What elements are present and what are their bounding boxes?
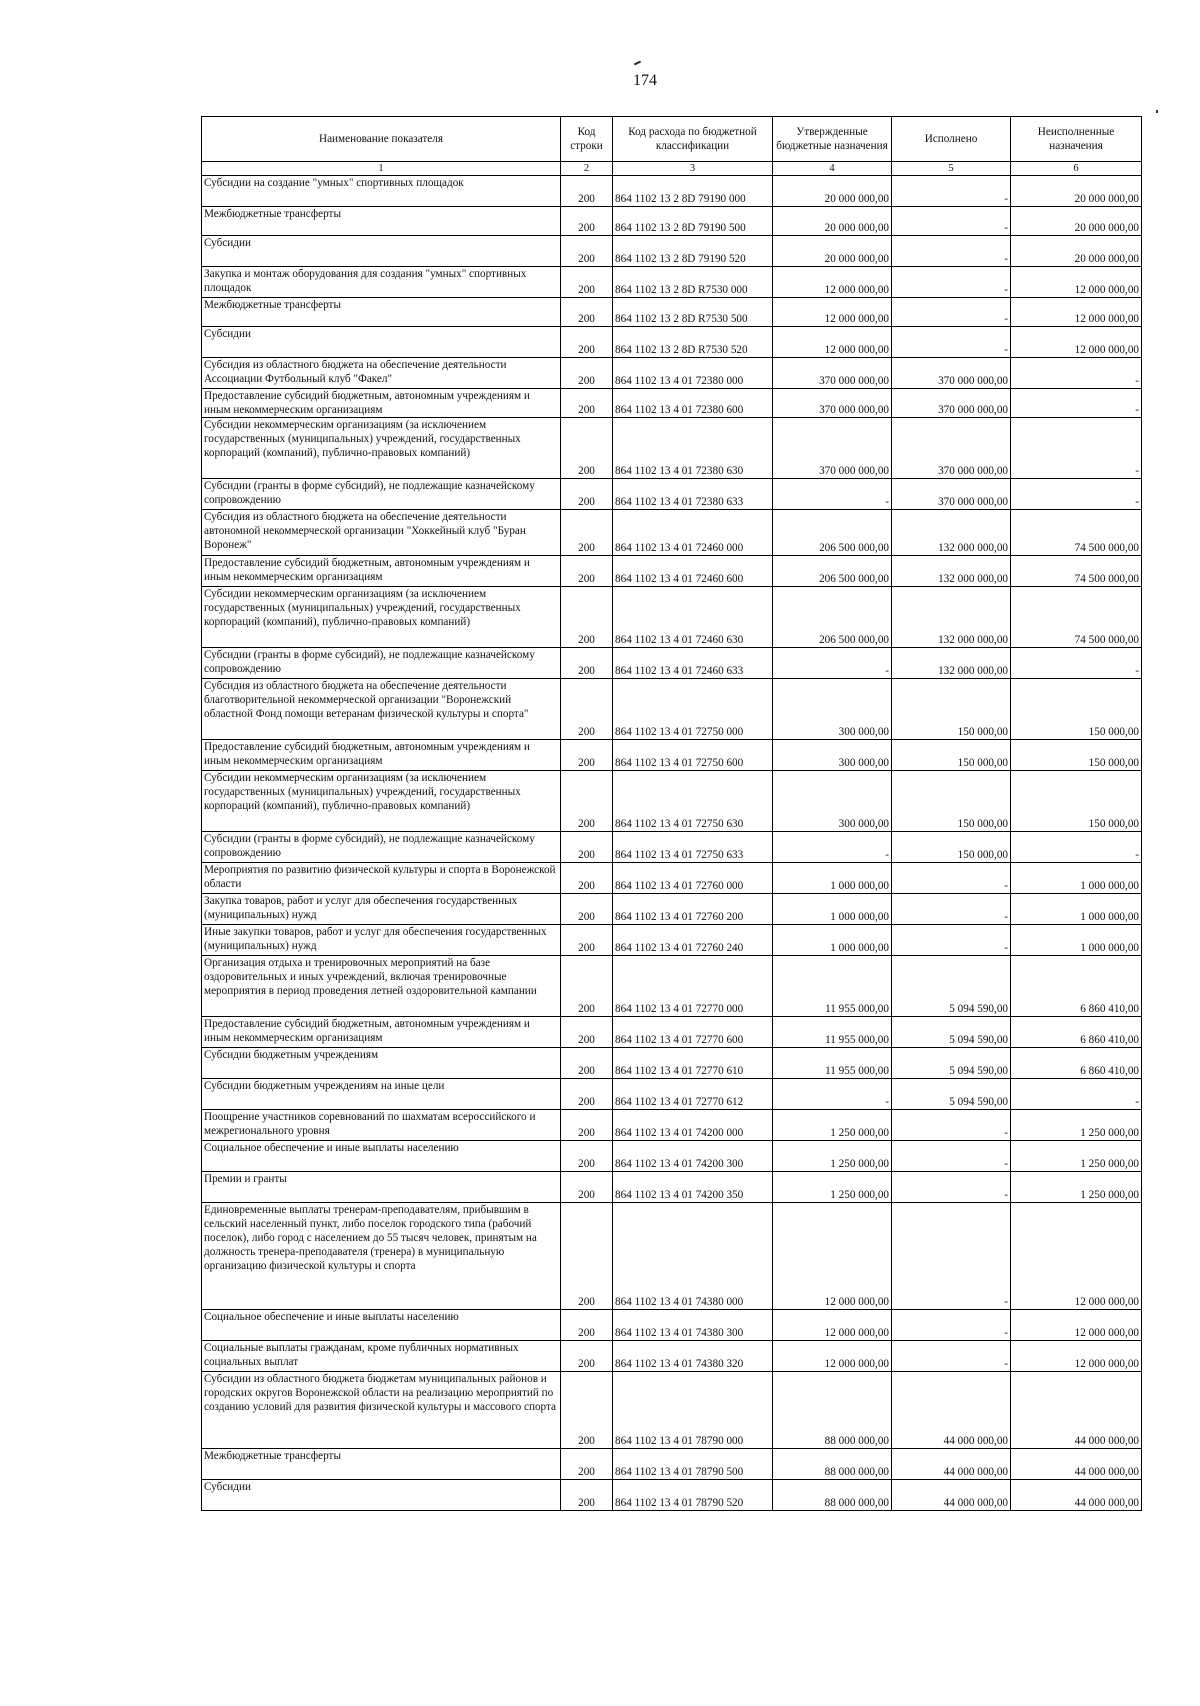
table-row (202, 679, 1142, 740)
row-approved: 300 000,00 (773, 740, 892, 771)
row-approved: 12 000 000,00 (773, 1341, 892, 1372)
row-name: Субсидия из областного бюджета на обеспечение деятельности Ассоциации Футбольный клуб "Факел" (202, 358, 561, 389)
row-name: Предоставление субсидий бюджетным, автономным учреждениям и иным некоммерческим организациям (202, 556, 561, 587)
row-approved: - (773, 479, 892, 510)
row-budget-code: 864 1102 13 4 01 74380 320 (613, 1341, 773, 1372)
row-approved: - (773, 648, 892, 679)
row-code: 200 (561, 510, 613, 556)
header-row (202, 117, 1142, 162)
row-budget-code: 864 1102 13 4 01 72380 000 (613, 358, 773, 389)
row-budget-code: 864 1102 13 4 01 72750 630 (613, 771, 773, 832)
row-remaining: - (1011, 648, 1142, 679)
row-name: Поощрение участников соревнований по шахматам всероссийского и межрегионального уровня (202, 1110, 561, 1141)
row-approved: 1 000 000,00 (773, 863, 892, 894)
row-name: Субсидии (гранты в форме субсидий), не подлежащие казначейскому сопровождению (202, 832, 561, 863)
table-row (202, 1372, 1142, 1449)
row-code: 200 (561, 1203, 613, 1310)
row-remaining: 1 000 000,00 (1011, 925, 1142, 956)
row-name: Предоставление субсидий бюджетным, автономным учреждениям и иным некоммерческим организациям (202, 389, 561, 418)
row-executed: 132 000 000,00 (892, 648, 1011, 679)
column-number: 1 (202, 162, 561, 176)
row-code: 200 (561, 956, 613, 1017)
row-remaining: 6 860 410,00 (1011, 1048, 1142, 1079)
row-remaining: 150 000,00 (1011, 771, 1142, 832)
row-code: 200 (561, 298, 613, 327)
table-row (202, 1141, 1142, 1172)
row-remaining: 12 000 000,00 (1011, 1203, 1142, 1310)
row-remaining: 1 250 000,00 (1011, 1172, 1142, 1203)
row-budget-code: 864 1102 13 2 8D 79190 000 (613, 176, 773, 207)
row-executed: 132 000 000,00 (892, 587, 1011, 648)
row-approved: 88 000 000,00 (773, 1449, 892, 1480)
table-row (202, 863, 1142, 894)
row-name: Единовременные выплаты тренерам-преподавателям, прибывшим в сельский населенный пункт, либо поселок городского типа (рабочий поселок), либо город с населением до 55 тысяч человек, принятым на должность тренера-преподавателя (тренера) в муниципальную организацию физической культуры и спорта (202, 1203, 561, 1310)
row-code: 200 (561, 863, 613, 894)
table-row (202, 1017, 1142, 1048)
row-executed: - (892, 1341, 1011, 1372)
row-approved: 1 250 000,00 (773, 1141, 892, 1172)
row-remaining: - (1011, 389, 1142, 418)
row-remaining: - (1011, 1079, 1142, 1110)
margin-dot (1156, 110, 1158, 113)
row-name: Субсидии некоммерческим организациям (за исключением государственных (муниципальных) учреждений, государственных корпораций (компаний), публично-правовых компаний) (202, 587, 561, 648)
column-number: 2 (561, 162, 613, 176)
row-code: 200 (561, 176, 613, 207)
row-executed: 370 000 000,00 (892, 358, 1011, 389)
row-code: 200 (561, 925, 613, 956)
row-budget-code: 864 1102 13 4 01 72380 600 (613, 389, 773, 418)
row-code: 200 (561, 358, 613, 389)
row-code: 200 (561, 1079, 613, 1110)
row-approved: 11 955 000,00 (773, 1048, 892, 1079)
column-number: 5 (892, 162, 1011, 176)
row-executed: - (892, 1110, 1011, 1141)
row-remaining: - (1011, 479, 1142, 510)
table-row (202, 1172, 1142, 1203)
table-row (202, 327, 1142, 358)
row-code: 200 (561, 479, 613, 510)
table-row (202, 176, 1142, 207)
row-name: Субсидии (202, 327, 561, 358)
row-name: Межбюджетные трансферты (202, 298, 561, 327)
row-code: 200 (561, 1110, 613, 1141)
row-executed: - (892, 1172, 1011, 1203)
row-name: Социальное обеспечение и иные выплаты населению (202, 1310, 561, 1341)
table-row (202, 298, 1142, 327)
row-approved: 20 000 000,00 (773, 207, 892, 236)
row-executed: - (892, 298, 1011, 327)
row-remaining: 150 000,00 (1011, 740, 1142, 771)
row-name: Субсидии (202, 236, 561, 267)
row-code: 200 (561, 894, 613, 925)
row-name: Субсидии некоммерческим организациям (за исключением государственных (муниципальных) учреждений, государственных корпораций (компаний), публично-правовых компаний) (202, 418, 561, 479)
row-approved: 1 000 000,00 (773, 894, 892, 925)
row-name: Субсидии из областного бюджета бюджетам муниципальных районов и городских округов Воронежской области на реализацию мероприятий по созданию условий для развития физической культуры и массового спорта (202, 1372, 561, 1449)
row-remaining: 44 000 000,00 (1011, 1480, 1142, 1511)
row-approved: 88 000 000,00 (773, 1372, 892, 1449)
row-executed: 5 094 590,00 (892, 1048, 1011, 1079)
row-executed: 44 000 000,00 (892, 1449, 1011, 1480)
row-approved: 12 000 000,00 (773, 327, 892, 358)
row-approved: - (773, 832, 892, 863)
row-budget-code: 864 1102 13 4 01 72460 633 (613, 648, 773, 679)
row-code: 200 (561, 648, 613, 679)
row-name: Предоставление субсидий бюджетным, автономным учреждениям и иным некоммерческим организациям (202, 740, 561, 771)
row-budget-code: 864 1102 13 4 01 74200 350 (613, 1172, 773, 1203)
table-row (202, 358, 1142, 389)
table-row (202, 418, 1142, 479)
table-row (202, 207, 1142, 236)
row-executed: 150 000,00 (892, 771, 1011, 832)
table-row (202, 1310, 1142, 1341)
row-code: 200 (561, 207, 613, 236)
table-row (202, 1110, 1142, 1141)
table-row (202, 1048, 1142, 1079)
row-executed: 5 094 590,00 (892, 1079, 1011, 1110)
row-budget-code: 864 1102 13 4 01 78790 520 (613, 1480, 773, 1511)
column-number: 6 (1011, 162, 1142, 176)
row-name: Социальное обеспечение и иные выплаты населению (202, 1141, 561, 1172)
row-code: 200 (561, 832, 613, 863)
row-approved: 88 000 000,00 (773, 1480, 892, 1511)
row-name: Субсидии бюджетным учреждениям (202, 1048, 561, 1079)
row-budget-code: 864 1102 13 4 01 72380 633 (613, 479, 773, 510)
row-remaining: 44 000 000,00 (1011, 1372, 1142, 1449)
row-remaining: 74 500 000,00 (1011, 556, 1142, 587)
row-remaining: - (1011, 832, 1142, 863)
row-code: 200 (561, 1372, 613, 1449)
row-budget-code: 864 1102 13 4 01 72380 630 (613, 418, 773, 479)
row-executed: 44 000 000,00 (892, 1372, 1011, 1449)
row-name: Субсидии некоммерческим организациям (за исключением государственных (муниципальных) учреждений, государственных корпораций (компаний), публично-правовых компаний) (202, 771, 561, 832)
row-name: Организация отдыха и тренировочных мероприятий на базе оздоровительных и иных учреждений, включая тренировочные мероприятия в период проведения летней оздоровительной кампании (202, 956, 561, 1017)
table-row (202, 925, 1142, 956)
row-name: Субсидии на создание "умных" спортивных площадок (202, 176, 561, 207)
table-row (202, 956, 1142, 1017)
column-number-row (202, 162, 1142, 176)
row-name: Премии и гранты (202, 1172, 561, 1203)
row-executed: 370 000 000,00 (892, 389, 1011, 418)
row-name: Иные закупки товаров, работ и услуг для обеспечения государственных (муниципальных) нужд (202, 925, 561, 956)
row-executed: 44 000 000,00 (892, 1480, 1011, 1511)
row-executed: 370 000 000,00 (892, 418, 1011, 479)
row-budget-code: 864 1102 13 4 01 78790 000 (613, 1372, 773, 1449)
row-executed: 132 000 000,00 (892, 510, 1011, 556)
row-name: Субсидии (гранты в форме субсидий), не подлежащие казначейскому сопровождению (202, 479, 561, 510)
row-remaining: 150 000,00 (1011, 679, 1142, 740)
row-remaining: 74 500 000,00 (1011, 510, 1142, 556)
row-name: Предоставление субсидий бюджетным, автономным учреждениям и иным некоммерческим организациям (202, 1017, 561, 1048)
row-approved: 206 500 000,00 (773, 556, 892, 587)
row-approved: 12 000 000,00 (773, 1203, 892, 1310)
row-code: 200 (561, 267, 613, 298)
row-remaining: 20 000 000,00 (1011, 207, 1142, 236)
row-budget-code: 864 1102 13 2 8D R7530 520 (613, 327, 773, 358)
header-indicator-name: Наименование показателя (202, 117, 561, 162)
row-code: 200 (561, 1048, 613, 1079)
row-approved: 1 000 000,00 (773, 925, 892, 956)
row-executed: - (892, 267, 1011, 298)
pen-mark (634, 61, 641, 66)
row-code: 200 (561, 1480, 613, 1511)
row-budget-code: 864 1102 13 4 01 74200 300 (613, 1141, 773, 1172)
row-name: Субсидии (гранты в форме субсидий), не подлежащие казначейскому сопровождению (202, 648, 561, 679)
row-code: 200 (561, 1310, 613, 1341)
table-row (202, 894, 1142, 925)
row-code: 200 (561, 587, 613, 648)
header-remaining: Неисполненные назначения (1011, 117, 1142, 162)
row-name: Субсидия из областного бюджета на обеспечение деятельности автономной некоммерческой организации "Хоккейный клуб "Буран Воронеж" (202, 510, 561, 556)
row-budget-code: 864 1102 13 4 01 72770 610 (613, 1048, 773, 1079)
row-budget-code: 864 1102 13 2 8D 79190 500 (613, 207, 773, 236)
table-row (202, 1449, 1142, 1480)
row-code: 200 (561, 771, 613, 832)
row-name: Закупка товаров, работ и услуг для обеспечения государственных (муниципальных) нужд (202, 894, 561, 925)
table-row (202, 1341, 1142, 1372)
row-executed: - (892, 1310, 1011, 1341)
row-remaining: 12 000 000,00 (1011, 327, 1142, 358)
row-remaining: - (1011, 418, 1142, 479)
row-executed: 150 000,00 (892, 740, 1011, 771)
row-code: 200 (561, 556, 613, 587)
row-budget-code: 864 1102 13 4 01 78790 500 (613, 1449, 773, 1480)
row-code: 200 (561, 389, 613, 418)
row-budget-code: 864 1102 13 4 01 74380 000 (613, 1203, 773, 1310)
row-remaining: 6 860 410,00 (1011, 1017, 1142, 1048)
row-code: 200 (561, 327, 613, 358)
row-remaining: 12 000 000,00 (1011, 1310, 1142, 1341)
row-budget-code: 864 1102 13 4 01 72750 600 (613, 740, 773, 771)
row-remaining: 74 500 000,00 (1011, 587, 1142, 648)
row-remaining: 12 000 000,00 (1011, 298, 1142, 327)
row-executed: - (892, 207, 1011, 236)
row-approved: 11 955 000,00 (773, 956, 892, 1017)
row-remaining: 20 000 000,00 (1011, 236, 1142, 267)
row-budget-code: 864 1102 13 4 01 72460 630 (613, 587, 773, 648)
row-approved: 370 000 000,00 (773, 418, 892, 479)
row-executed: - (892, 1141, 1011, 1172)
row-remaining: 1 250 000,00 (1011, 1141, 1142, 1172)
row-approved: 206 500 000,00 (773, 510, 892, 556)
row-executed: - (892, 1203, 1011, 1310)
page-number: 174 (633, 72, 657, 89)
row-approved: 370 000 000,00 (773, 358, 892, 389)
row-remaining: 6 860 410,00 (1011, 956, 1142, 1017)
row-budget-code: 864 1102 13 4 01 74200 000 (613, 1110, 773, 1141)
column-number: 3 (613, 162, 773, 176)
row-code: 200 (561, 418, 613, 479)
row-approved: 206 500 000,00 (773, 587, 892, 648)
table-row (202, 771, 1142, 832)
row-approved: 12 000 000,00 (773, 1310, 892, 1341)
row-name: Субсидии бюджетным учреждениям на иные цели (202, 1079, 561, 1110)
row-remaining: 12 000 000,00 (1011, 267, 1142, 298)
row-name: Субсидия из областного бюджета на обеспечение деятельности благотворительной некоммерческой организации "Воронежский областной Фонд помощи ветеранам физической культуры и спорта" (202, 679, 561, 740)
row-budget-code: 864 1102 13 4 01 72770 612 (613, 1079, 773, 1110)
row-remaining: 12 000 000,00 (1011, 1341, 1142, 1372)
row-executed: - (892, 925, 1011, 956)
row-budget-code: 864 1102 13 4 01 72750 633 (613, 832, 773, 863)
table-row (202, 236, 1142, 267)
table-row (202, 479, 1142, 510)
row-approved: - (773, 1079, 892, 1110)
row-executed: 150 000,00 (892, 679, 1011, 740)
table-row (202, 740, 1142, 771)
row-name: Мероприятия по развитию физической культуры и спорта в Воронежской области (202, 863, 561, 894)
row-budget-code: 864 1102 13 2 8D R7530 500 (613, 298, 773, 327)
row-remaining: 44 000 000,00 (1011, 1449, 1142, 1480)
row-budget-code: 864 1102 13 4 01 74380 300 (613, 1310, 773, 1341)
row-code: 200 (561, 1341, 613, 1372)
row-code: 200 (561, 1141, 613, 1172)
row-approved: 1 250 000,00 (773, 1172, 892, 1203)
row-approved: 12 000 000,00 (773, 267, 892, 298)
row-code: 200 (561, 740, 613, 771)
table-row (202, 267, 1142, 298)
row-budget-code: 864 1102 13 2 8D 79190 520 (613, 236, 773, 267)
row-executed: - (892, 863, 1011, 894)
row-code: 200 (561, 679, 613, 740)
table-row (202, 556, 1142, 587)
row-approved: 20 000 000,00 (773, 236, 892, 267)
table-row (202, 587, 1142, 648)
table-row (202, 510, 1142, 556)
row-budget-code: 864 1102 13 4 01 72760 240 (613, 925, 773, 956)
table-row (202, 832, 1142, 863)
table-row (202, 1480, 1142, 1511)
table-row (202, 389, 1142, 418)
budget-execution-table (201, 116, 1142, 1511)
row-remaining: 1 250 000,00 (1011, 1110, 1142, 1141)
row-code: 200 (561, 1172, 613, 1203)
table-body (202, 176, 1142, 1511)
header-budget-code: Код расхода по бюджетной классификации (613, 117, 773, 162)
row-code: 200 (561, 1017, 613, 1048)
row-approved: 1 250 000,00 (773, 1110, 892, 1141)
table-row (202, 1079, 1142, 1110)
row-approved: 12 000 000,00 (773, 298, 892, 327)
row-remaining: 1 000 000,00 (1011, 863, 1142, 894)
header-executed: Исполнено (892, 117, 1011, 162)
row-remaining: - (1011, 358, 1142, 389)
row-approved: 370 000 000,00 (773, 389, 892, 418)
row-executed: - (892, 236, 1011, 267)
row-approved: 11 955 000,00 (773, 1017, 892, 1048)
row-approved: 300 000,00 (773, 679, 892, 740)
row-budget-code: 864 1102 13 4 01 72750 000 (613, 679, 773, 740)
row-name: Закупка и монтаж оборудования для создания "умных" спортивных площадок (202, 267, 561, 298)
row-remaining: 20 000 000,00 (1011, 176, 1142, 207)
header-approved: Утвержденные бюджетные назначения (773, 117, 892, 162)
row-executed: - (892, 327, 1011, 358)
table-row (202, 1203, 1142, 1310)
row-name: Межбюджетные трансферты (202, 1449, 561, 1480)
row-budget-code: 864 1102 13 4 01 72760 000 (613, 863, 773, 894)
row-name: Межбюджетные трансферты (202, 207, 561, 236)
column-number: 4 (773, 162, 892, 176)
row-code: 200 (561, 236, 613, 267)
row-executed: 5 094 590,00 (892, 956, 1011, 1017)
row-remaining: 1 000 000,00 (1011, 894, 1142, 925)
row-budget-code: 864 1102 13 4 01 72760 200 (613, 894, 773, 925)
row-executed: 150 000,00 (892, 832, 1011, 863)
row-budget-code: 864 1102 13 4 01 72460 000 (613, 510, 773, 556)
row-budget-code: 864 1102 13 4 01 72460 600 (613, 556, 773, 587)
row-executed: 5 094 590,00 (892, 1017, 1011, 1048)
row-executed: 132 000 000,00 (892, 556, 1011, 587)
header-row-code: Код строки (561, 117, 613, 162)
row-budget-code: 864 1102 13 2 8D R7530 000 (613, 267, 773, 298)
row-code: 200 (561, 1449, 613, 1480)
table-row (202, 648, 1142, 679)
row-name: Субсидии (202, 1480, 561, 1511)
row-budget-code: 864 1102 13 4 01 72770 000 (613, 956, 773, 1017)
row-approved: 20 000 000,00 (773, 176, 892, 207)
row-name: Социальные выплаты гражданам, кроме публичных нормативных социальных выплат (202, 1341, 561, 1372)
row-executed: - (892, 176, 1011, 207)
row-approved: 300 000,00 (773, 771, 892, 832)
row-executed: 370 000 000,00 (892, 479, 1011, 510)
row-budget-code: 864 1102 13 4 01 72770 600 (613, 1017, 773, 1048)
row-executed: - (892, 894, 1011, 925)
